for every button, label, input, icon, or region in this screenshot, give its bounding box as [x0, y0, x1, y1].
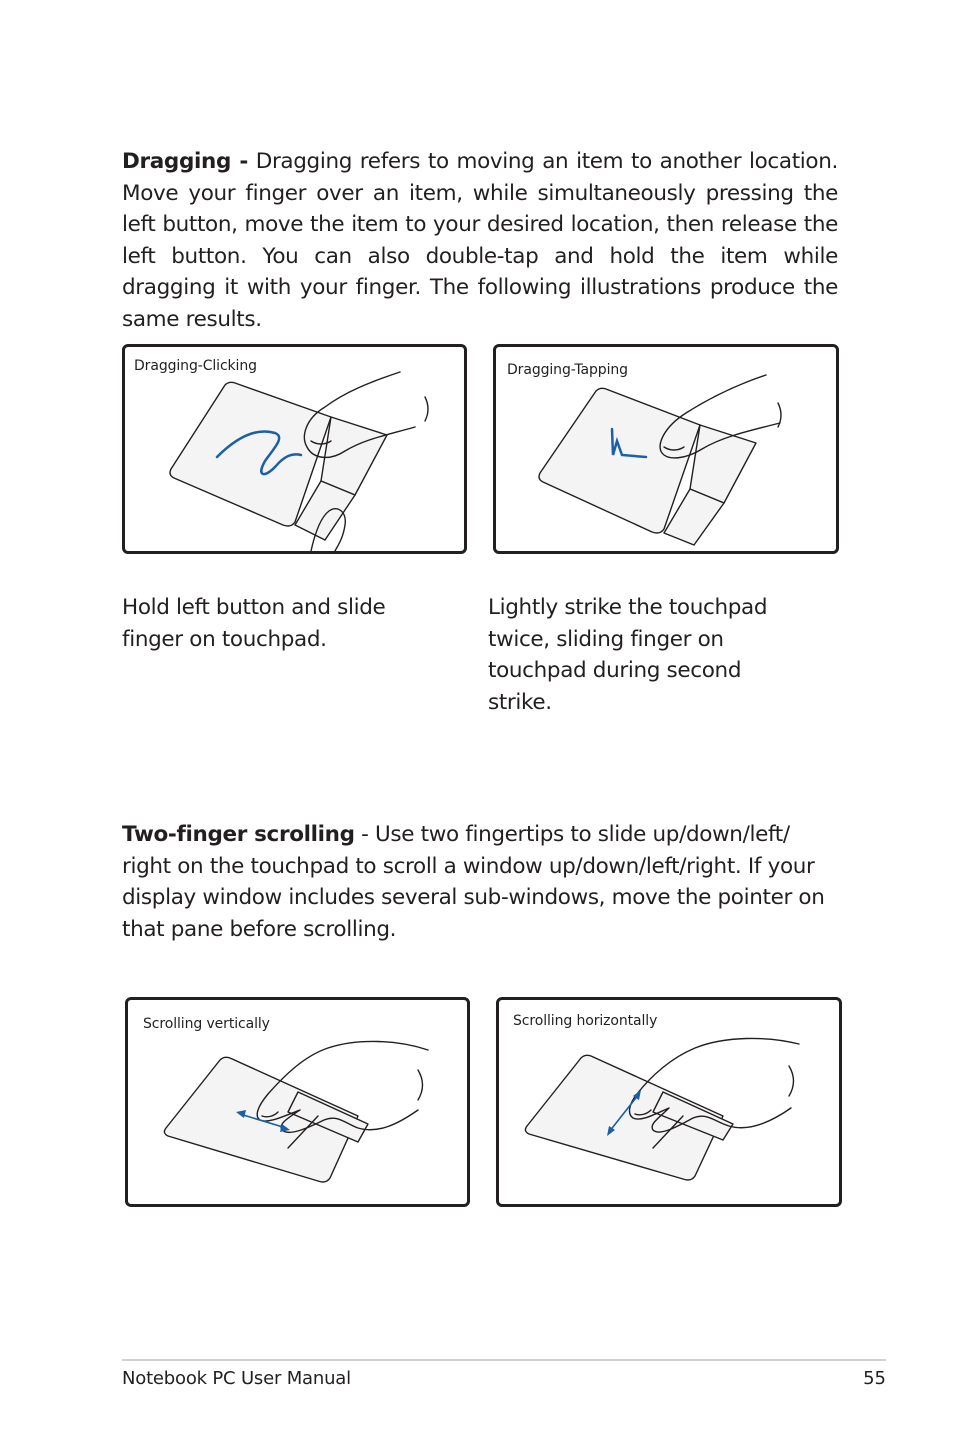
- two-finger-vertical-scroll-drawing: [128, 1000, 467, 1204]
- footer-divider: [122, 1359, 886, 1361]
- dragging-tapping-label: Dragging-Tapping: [507, 362, 628, 378]
- scrolling-vertically-label: Scrolling vertically: [143, 1016, 270, 1032]
- dragging-tapping-illustration: [493, 344, 839, 554]
- scrolling-body: - Use two fingertips to slide up/down/left/ right on the touchpad to scroll a window up/down/left/right. If your display window includes several sub-windows, move the pointer on that pane before scrolling.: [122, 822, 825, 942]
- scrolling-horizontally-label: Scrolling horizontally: [513, 1013, 658, 1029]
- dragging-tapping-caption: Lightly strike the touchpad twice, sliding finger on touchpad during second strike.: [488, 595, 768, 715]
- page-number: 55: [863, 1368, 886, 1389]
- scrolling-vertically-illustration: [125, 997, 470, 1207]
- dragging-clicking-label: Dragging-Clicking: [134, 358, 257, 374]
- touchpad-tap-drag-drawing: [496, 347, 836, 551]
- dragging-title: Dragging -: [122, 149, 248, 174]
- scrolling-title: Two-finger scrolling: [122, 822, 355, 847]
- footer-manual-title: Notebook PC User Manual: [122, 1368, 351, 1389]
- dragging-clicking-caption: Hold left button and slide finger on touchpad.: [122, 595, 386, 652]
- dragging-clicking-illustration: [122, 344, 467, 554]
- dragging-body: Dragging refers to moving an item to another location. Move your finger over an item, while simultaneously pressing the left button, move the item to your desired location, then release the left button. You can also double-tap and hold the item while dragging it with your finger. The following illustrations produce the same results.: [122, 149, 838, 332]
- touchpad-click-drag-drawing: [125, 347, 464, 551]
- dragging-paragraph: [122, 146, 838, 336]
- scrolling-horizontally-illustration: [496, 997, 842, 1207]
- scrolling-paragraph: [122, 819, 842, 945]
- two-finger-horizontal-scroll-drawing: [499, 1000, 839, 1204]
